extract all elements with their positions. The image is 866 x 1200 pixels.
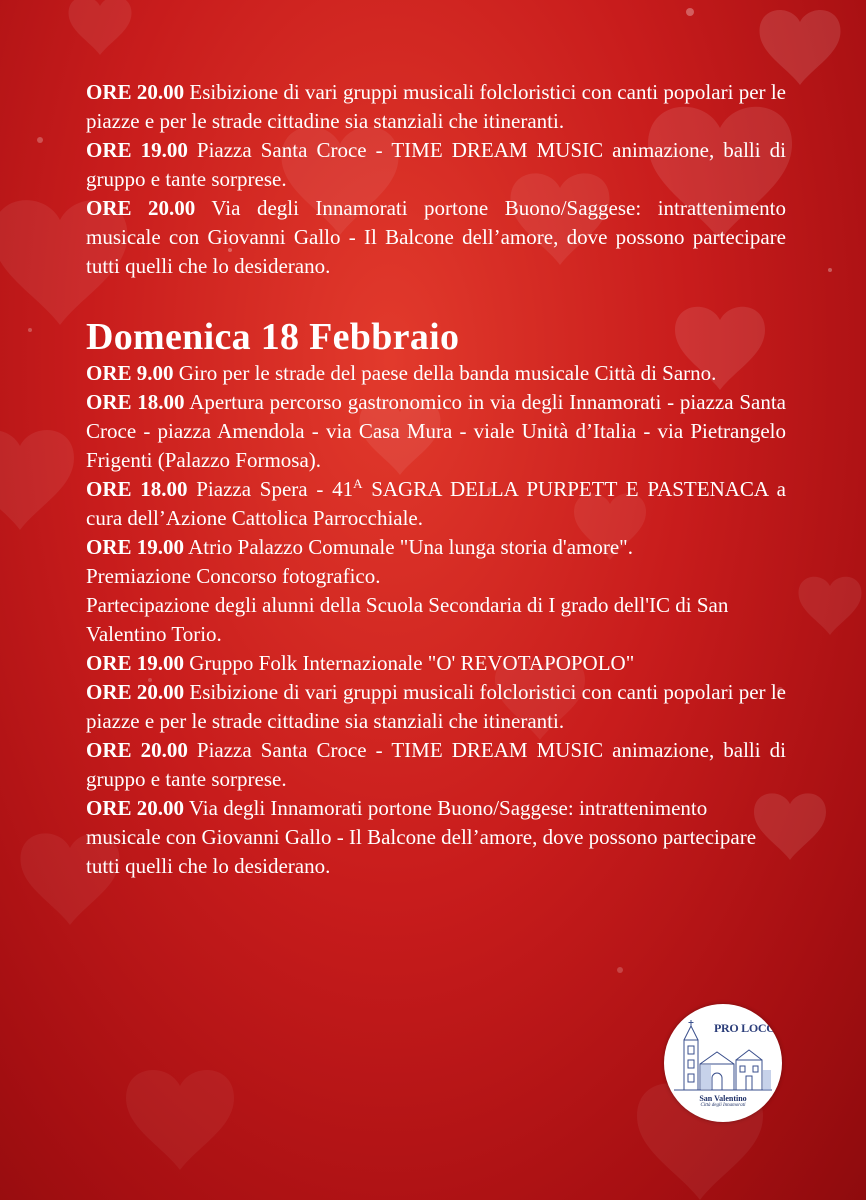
entry-text: Piazza Spera - 41 bbox=[187, 477, 354, 501]
entry-text: Via degli Innamorati portone Buono/Saggese: intrattenimento musicale con Giovanni Gallo - Il Balcone dell’amore, dove possono partecipare tutti quelli che lo desiderano. bbox=[86, 196, 786, 278]
program-entry bbox=[86, 533, 786, 562]
entry-text: Apertura percorso gastronomico in via degli Innamorati - piazza Santa Croce - piazza Amendola - via Casa Mura - viale Unità d’Italia - via Pietrangelo Frigenti (Palazzo Formosa). bbox=[86, 390, 786, 472]
entry-time: ORE 20.00 bbox=[86, 796, 185, 820]
pro-loco-logo bbox=[664, 1004, 782, 1122]
entry-time: ORE 19.00 bbox=[86, 535, 185, 559]
program-entry bbox=[86, 736, 786, 794]
heart-icon bbox=[0, 430, 74, 530]
program-entry bbox=[86, 136, 786, 194]
entry-time: ORE 19.00 bbox=[86, 651, 185, 675]
entry-text: SAGRA DELLA PURPETT E PASTENACA a cura dell’Azione Cattolica Parrocchiale. bbox=[86, 477, 786, 530]
heart-icon bbox=[69, 0, 132, 55]
entry-time: ORE 18.00 bbox=[86, 477, 188, 501]
heart-icon bbox=[799, 577, 862, 635]
program-entry bbox=[86, 649, 786, 678]
entry-time: ORE 20.00 bbox=[86, 196, 196, 220]
logo-brand-text: PRO LOCO bbox=[714, 1021, 776, 1035]
entry-text: Giro per le strade del paese della banda musicale Città di Sarno. bbox=[173, 361, 717, 385]
program-entry bbox=[86, 388, 786, 475]
program-entry bbox=[86, 475, 786, 533]
program-entry-line: Premiazione Concorso fotografico. bbox=[86, 564, 381, 588]
entry-text: Piazza Santa Croce - TIME DREAM MUSIC animazione, balli di gruppo e tante sorprese. bbox=[86, 138, 786, 191]
entry-text: Piazza Santa Croce - TIME DREAM MUSIC animazione, balli di gruppo e tante sorprese. bbox=[86, 738, 786, 791]
heart-icon bbox=[760, 10, 841, 85]
entry-time: ORE 18.00 bbox=[86, 390, 185, 414]
ordinal-superscript: A bbox=[353, 476, 363, 491]
entry-time: ORE 20.00 bbox=[86, 80, 185, 104]
program-entry bbox=[86, 78, 786, 136]
entry-time: ORE 9.00 bbox=[86, 361, 174, 385]
logo-city-text: San Valentino bbox=[699, 1094, 747, 1103]
entry-text: Via degli Innamorati portone Buono/Saggese: intrattenimento musicale con Giovanni Gallo - Il Balcone dell’amore, dove possono partecipare tutti quelli che lo desiderano. bbox=[86, 796, 757, 878]
program-entry bbox=[86, 194, 786, 281]
program-text bbox=[86, 78, 786, 881]
program-entry bbox=[86, 359, 786, 388]
entry-text: Gruppo Folk Internazionale "O' REVOTAPOPOLO" bbox=[184, 651, 635, 675]
entry-time: ORE 20.00 bbox=[86, 680, 185, 704]
program-entry-line: Partecipazione degli alunni della Scuola Secondaria di I grado dell'IC di San Valentino Torio. bbox=[86, 593, 729, 646]
entry-text: Atrio Palazzo Comunale "Una lunga storia d'amore". bbox=[184, 535, 633, 559]
logo-tagline-text: Città degli Innamorati bbox=[700, 1103, 746, 1108]
entry-time: ORE 20.00 bbox=[86, 738, 188, 762]
entry-text: Esibizione di vari gruppi musicali folcloristici con canti popolari per le piazze e per le strade cittadine sia stanziali che itineranti. bbox=[86, 80, 786, 133]
program-entry bbox=[86, 794, 786, 881]
program-entry bbox=[86, 678, 786, 736]
section-title: Domenica 18 Febbraio bbox=[86, 316, 460, 358]
heart-icon bbox=[126, 1070, 234, 1170]
entry-text: Esibizione di vari gruppi musicali folcloristici con canti popolari per le piazze e per le strade cittadine sia stanziali che itineranti. bbox=[86, 680, 786, 733]
entry-time: ORE 19.00 bbox=[86, 138, 188, 162]
